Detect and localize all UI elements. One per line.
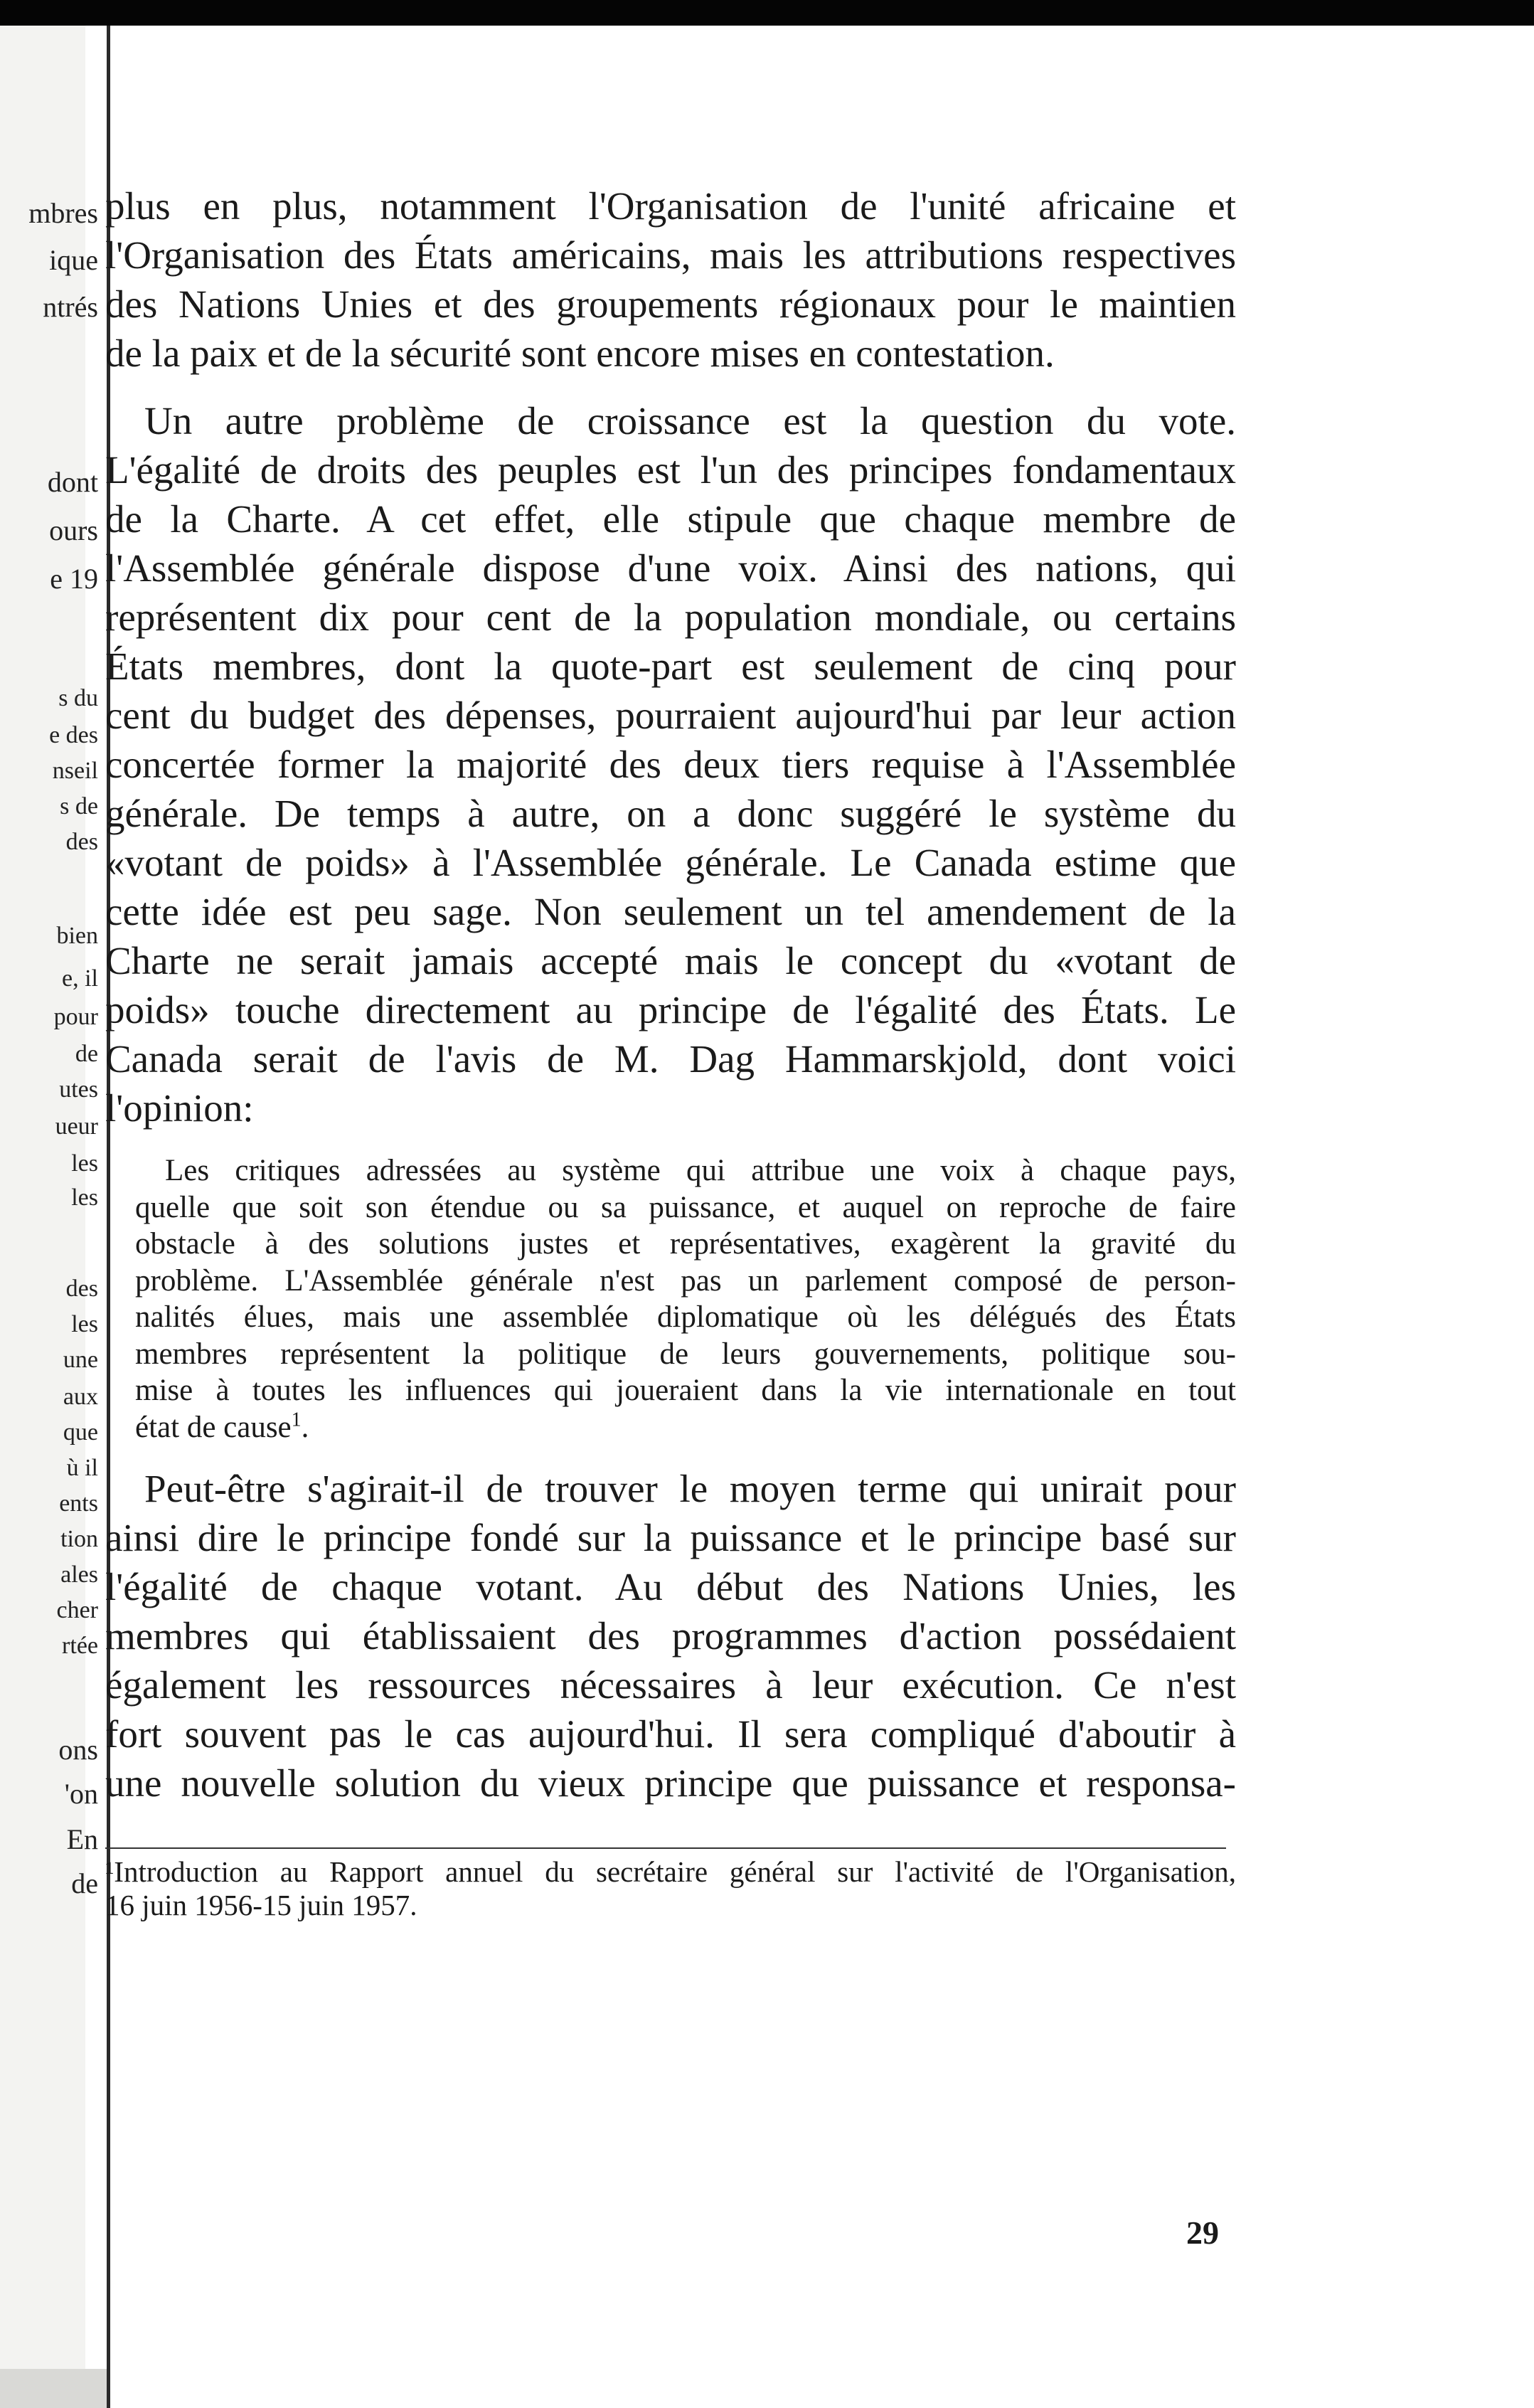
- quote-line: membres représentent la politique de leurs gouvernements, politique sou-: [135, 1337, 1236, 1371]
- margin-fragment: les: [71, 1150, 98, 1177]
- footnote: [105, 1855, 1236, 1922]
- margin-fragment: des: [65, 829, 98, 855]
- footnote-line: ¹Introduction au Rapport annuel du secrétaire général sur l'activité de l'Organisation,: [105, 1855, 1236, 1888]
- page-number: 29: [1186, 2215, 1219, 2251]
- text-line: cent du budget des dépenses, pourraient aujourd'hui par leur action: [105, 694, 1236, 737]
- text-line: Peut-être s'agirait-il de trouver le moyen terme qui unirait pour: [144, 1467, 1236, 1510]
- text-line: membres qui établissaient des programmes d'action possédaient: [105, 1614, 1236, 1658]
- text-line: l'égalité de chaque votant. Au début des Nations Unies, les: [105, 1565, 1236, 1608]
- margin-fragment: ntrés: [43, 291, 98, 323]
- margin-fragment: aux: [63, 1384, 98, 1410]
- margin-fragment: ique: [49, 244, 98, 276]
- footnote-separator: [105, 1847, 1226, 1849]
- margin-fragment: dont: [47, 466, 98, 498]
- quote-line: mise à toutes les influences qui joueraient dans la vie internationale en tout: [135, 1374, 1236, 1407]
- quote-text: état de cause: [135, 1410, 292, 1444]
- quote-line: nalités élues, mais une assemblée diplomatique où les délégués des États: [135, 1300, 1236, 1334]
- margin-fragment: En: [66, 1823, 98, 1855]
- quote-line-final: [135, 1409, 1236, 1446]
- text-line: L'égalité de droits des peuples est l'un des principes fondamentaux: [105, 448, 1236, 492]
- text-line: de la Charte. A cet effet, elle stipule que chaque membre de: [105, 497, 1236, 541]
- margin-fragment: ours: [49, 514, 98, 546]
- block-quote: [135, 1152, 1236, 1446]
- margin-fragment: bien: [56, 923, 98, 949]
- text-line: l'opinion:: [105, 1086, 254, 1130]
- margin-fragment: e des: [49, 722, 98, 748]
- margin-fragment: tion: [60, 1526, 98, 1552]
- margin-fragment: de: [75, 1041, 98, 1067]
- quote-line: obstacle à des solutions justes et représentatives, exagèrent la gravité du: [135, 1227, 1236, 1261]
- margin-fragment: 'on: [64, 1778, 98, 1810]
- margin-fragment: les: [71, 1311, 98, 1337]
- margin-fragment: mbres: [28, 197, 98, 229]
- margin-fragment: e 19: [50, 563, 98, 595]
- text-line: de la paix et de la sécurité sont encore mises en contestation.: [105, 332, 1055, 375]
- margin-fragment: s de: [60, 793, 98, 820]
- text-line: générale. De temps à autre, on a donc suggéré le système du: [105, 792, 1236, 835]
- page-body: [105, 181, 1236, 1808]
- text-line: l'Assemblée générale dispose d'une voix. Ainsi des nations, qui: [105, 546, 1236, 590]
- scan-corner-shade: [0, 2369, 107, 2408]
- margin-fragment: ù il: [66, 1455, 98, 1481]
- quote-line: quelle que soit son étendue ou sa puissance, et auquel on reproche de faire: [135, 1190, 1236, 1224]
- margin-fragment: cher: [56, 1597, 98, 1623]
- text-line: représentent dix pour cent de la population mondiale, ou certains: [105, 595, 1236, 639]
- text-line: également les ressources nécessaires à leur exécution. Ce n'est: [105, 1663, 1236, 1707]
- text-line: concertée former la majorité des deux tiers requise à l'Assemblée: [105, 743, 1236, 786]
- paragraph-continuation: [105, 181, 1236, 378]
- text-line: l'Organisation des États américains, mais les attributions respectives: [105, 233, 1236, 277]
- text-line: ainsi dire le principe fondé sur la puissance et le principe basé sur: [105, 1516, 1236, 1559]
- text-line: États membres, dont la quote-part est seulement de cinq pour: [105, 645, 1236, 688]
- margin-fragment: que: [63, 1419, 98, 1446]
- margin-fragment: nseil: [52, 758, 98, 784]
- margin-fragment: ents: [59, 1490, 98, 1517]
- text-line: Un autre problème de croissance est la question du vote.: [144, 399, 1236, 442]
- margin-fragment: utes: [59, 1076, 98, 1103]
- text-line: «votant de poids» à l'Assemblée générale. Le Canada estime que: [105, 841, 1236, 884]
- margin-fragment: ons: [58, 1734, 98, 1766]
- quote-line: Les critiques adressées au système qui attribue une voix à chaque pays,: [165, 1154, 1236, 1187]
- text-line: plus en plus, notamment l'Organisation de l'unité africaine et: [105, 184, 1236, 228]
- margin-fragment: ueur: [55, 1113, 98, 1140]
- margin-fragment: les: [71, 1184, 98, 1211]
- adjacent-page-fragments: [0, 0, 105, 2408]
- paragraph-vote: [105, 396, 1236, 1133]
- text-line: Canada serait de l'avis de M. Dag Hammarskjold, dont voici: [105, 1037, 1236, 1081]
- margin-fragment: rtée: [62, 1633, 98, 1659]
- paragraph-compromise: [105, 1464, 1236, 1808]
- scan-top-band: [0, 0, 1534, 26]
- text-line: poids» touche directement au principe de l'égalité des États. Le: [105, 988, 1236, 1031]
- footnote-marker: 1: [291, 1409, 302, 1431]
- margin-fragment: une: [63, 1347, 98, 1373]
- margin-fragment: pour: [53, 1004, 98, 1030]
- margin-fragment: ales: [60, 1561, 98, 1588]
- quote-line: problème. L'Assemblée générale n'est pas un parlement composé de person-: [135, 1263, 1236, 1298]
- quote-period: .: [301, 1410, 309, 1444]
- text-line: cette idée est peu sage. Non seulement un tel amendement de la: [105, 890, 1236, 933]
- text-line: Charte ne serait jamais accepté mais le concept du «votant de: [105, 939, 1236, 982]
- margin-fragment: de: [71, 1867, 98, 1899]
- text-line: fort souvent pas le cas aujourd'hui. Il sera compliqué d'aboutir à: [105, 1712, 1236, 1756]
- text-line: une nouvelle solution du vieux principe que puissance et responsa-: [105, 1761, 1236, 1805]
- text-line: des Nations Unies et des groupements régionaux pour le maintien: [105, 282, 1236, 326]
- margin-fragment: des: [65, 1275, 98, 1302]
- margin-fragment: s du: [58, 685, 98, 711]
- footnote-line: 16 juin 1956-15 juin 1957.: [105, 1889, 417, 1921]
- margin-fragment: e, il: [62, 965, 98, 992]
